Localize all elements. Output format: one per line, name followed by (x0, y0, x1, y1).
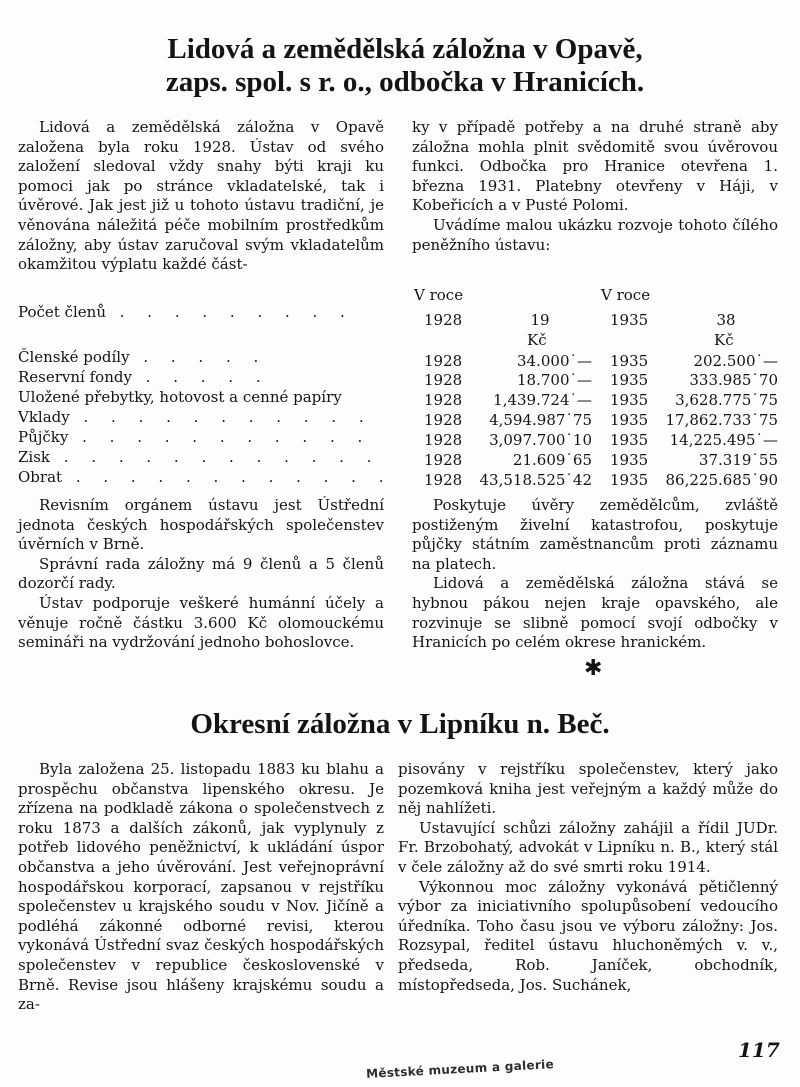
year-cell: 1935 (610, 431, 649, 449)
year-cell: 1928 (424, 431, 463, 449)
paragraph: Ústav podporuje veškeré humánní účely a věnuje ročně částku 3.600 Kč olomouckému semináři na vydržování jednoho bohoslovce. (18, 593, 384, 652)
year-cell: 1928 (424, 311, 463, 329)
paragraph: Výkonnou moc záložny vykonává pětičlenný výbor za iniciativního spolupůsobení vedoucího úředníka. Toho času jsou ve výboru záložny: Jos. Rozsypal, ředitel ústavu hluchoněmých v. v., předseda, Rob. Janíček, obchodník, místopředseda, Jos. Suchánek, (398, 877, 778, 994)
paragraph: Správní rada záložny má 9 členů a 5 členů dozorčí rady. (18, 554, 384, 593)
intro-right-column (412, 118, 778, 255)
value-cell: 333.985˙70 (689, 371, 778, 389)
year-cell: 1935 (610, 451, 649, 469)
table-row-label: Zisk . . . . . . . . . . . . (18, 448, 381, 466)
article2-left-column (18, 760, 384, 1015)
paragraph: ky v případě potřeby a na druhé straně aby záložna mohla plnit svědomitě svou úvěrovou funkci. Odbočka pro Hranice otevřena 1. března 1931. Platebny otevřeny v Háji, v Kobeřicích a v Pusté Polomi. (412, 118, 778, 215)
table-row-label: Uložené přebytky, hotovost a cenné papíry (18, 388, 342, 406)
table-row-label: Počet členů . . . . . . . . . (18, 303, 354, 321)
paragraph: pisovány v rejstříku společenstev, který jako pozemková kniha jest veřejným a každý může do něj nahlížeti. (398, 760, 778, 818)
year-cell: 1928 (424, 352, 463, 370)
year-cell: 1935 (610, 471, 649, 489)
article2-right-column (398, 760, 778, 995)
value-cell: 19 (530, 311, 550, 329)
year-cell: 1935 (610, 371, 649, 389)
article-title-line: Lidová a zemědělská záložna v Opavě, (167, 33, 643, 65)
table-row-label: Vklady . . . . . . . . . . . (18, 408, 373, 426)
value-cell: 4,594.987˙75 (489, 411, 592, 429)
paragraph: Lidová a zemědělská záložna v Opavě založena byla roku 1928. Ústav od svého založení sledoval vždy snahy býti kraji ku pomoci jak po stránce vkladatelské, tak i úvěrové. Jak jest již u tohoto ústavu tradiční, je věnována náležitá péče mobilním prostředkům záložny, aby ústav zaručoval svým vkladatelům okamžitou výplatu každé část- (18, 118, 384, 274)
paragraph: Ustavující schůzi záložny zahájil a řídil JUDr. Fr. Brzobohatý, advokát v Lipníku n. B., který stál v čele záložny až do své smrti roku 1914. (398, 818, 778, 876)
table-row-label: Půjčky . . . . . . . . . . . (18, 428, 372, 446)
value-cell: 3,097.700˙10 (489, 431, 592, 449)
value-cell: 3,628.775˙75 (675, 391, 778, 409)
year-cell: 1935 (610, 311, 649, 329)
article-title: Okresní záložna v Lipníku n. Beč. (190, 708, 610, 740)
bottom-right-column (412, 496, 778, 653)
year-cell: 1928 (424, 451, 463, 469)
value-cell: 34.000˙— (517, 352, 592, 370)
currency-header: Kč (527, 331, 547, 349)
page-number: 117 (738, 1038, 780, 1062)
value-cell: 37.319˙55 (698, 451, 778, 469)
column-header: V roce (601, 286, 651, 304)
museum-stamp: Městské muzeum a galerie (365, 1057, 555, 1081)
year-cell: 1928 (424, 391, 463, 409)
table-row-label: Reservní fondy . . . . . (18, 368, 270, 386)
currency-header: Kč (714, 331, 734, 349)
paragraph: Lidová a zemědělská záložna stává se hybnou pákou nejen kraje opavského, ale rozvinuje se slibně pomocí svojí odbočky v Hranicích po celém okrese hranickém. (412, 574, 778, 652)
value-cell: 21.609˙65 (512, 451, 592, 469)
article-title (60, 33, 750, 99)
table-row-label: Členské podíly . . . . . (18, 348, 268, 366)
value-cell: 86,225.685˙90 (665, 471, 778, 489)
separator-asterisk: ✱ (584, 656, 603, 681)
value-cell: 202.500˙— (693, 352, 778, 370)
column-header: V roce (414, 286, 464, 304)
value-cell: 17,862.733˙75 (665, 411, 778, 429)
paragraph: Revisním orgánem ústavu jest Ústřední jednota českých hospodářských společenstev úvěrních v Brně. (18, 496, 384, 554)
year-cell: 1935 (610, 411, 649, 429)
paragraph: Uvádíme malou ukázku rozvoje tohoto čílého peněžního ústavu: (412, 215, 778, 254)
year-cell: 1928 (424, 471, 463, 489)
year-cell: 1928 (424, 371, 463, 389)
paragraph: Poskytuje úvěry zemědělcům, zvláště postiženým živelní katastrofou, poskytuje půjčky státním zaměstnancům proti záznamu na platech. (412, 496, 778, 573)
value-cell: 43,518.525˙42 (479, 471, 592, 489)
intro-left-column (18, 118, 384, 275)
value-cell: 38 (716, 311, 736, 329)
bottom-left-column (18, 496, 384, 653)
value-cell: 18.700˙— (517, 371, 592, 389)
value-cell: 1,439.724˙— (493, 391, 592, 409)
year-cell: 1935 (610, 352, 649, 370)
year-cell: 1928 (424, 411, 463, 429)
paragraph: Byla založena 25. listopadu 1883 ku blahu a prospěchu občanstva lipenského okresu. Je zřízena na podkladě zákona o společenstvech z roku 1873 a dalších zákonů, jak vyplynuly z potřeb lidového peněžnictví, k ukládání úspor občanstva a jeho úvěrování. Jest veřejnoprávní hospodářskou korporací, zapsanou v rejstříku společenstev u krajského soudu v Nov. Jičíně a podléhá zákonné odborné revisi, kterou vykonává Ústřední svaz českých hospodářských společenstev v republice československé v Brně. Revise jsou hlášeny krajskému soudu a za- (18, 760, 384, 1014)
article-title-line: zaps. spol. s r. o., odbočka v Hranicích. (165, 66, 645, 98)
value-cell: 14,225.495˙— (669, 431, 778, 449)
table-row-label: Obrat . . . . . . . . . . . . (18, 468, 393, 486)
year-cell: 1935 (610, 391, 649, 409)
